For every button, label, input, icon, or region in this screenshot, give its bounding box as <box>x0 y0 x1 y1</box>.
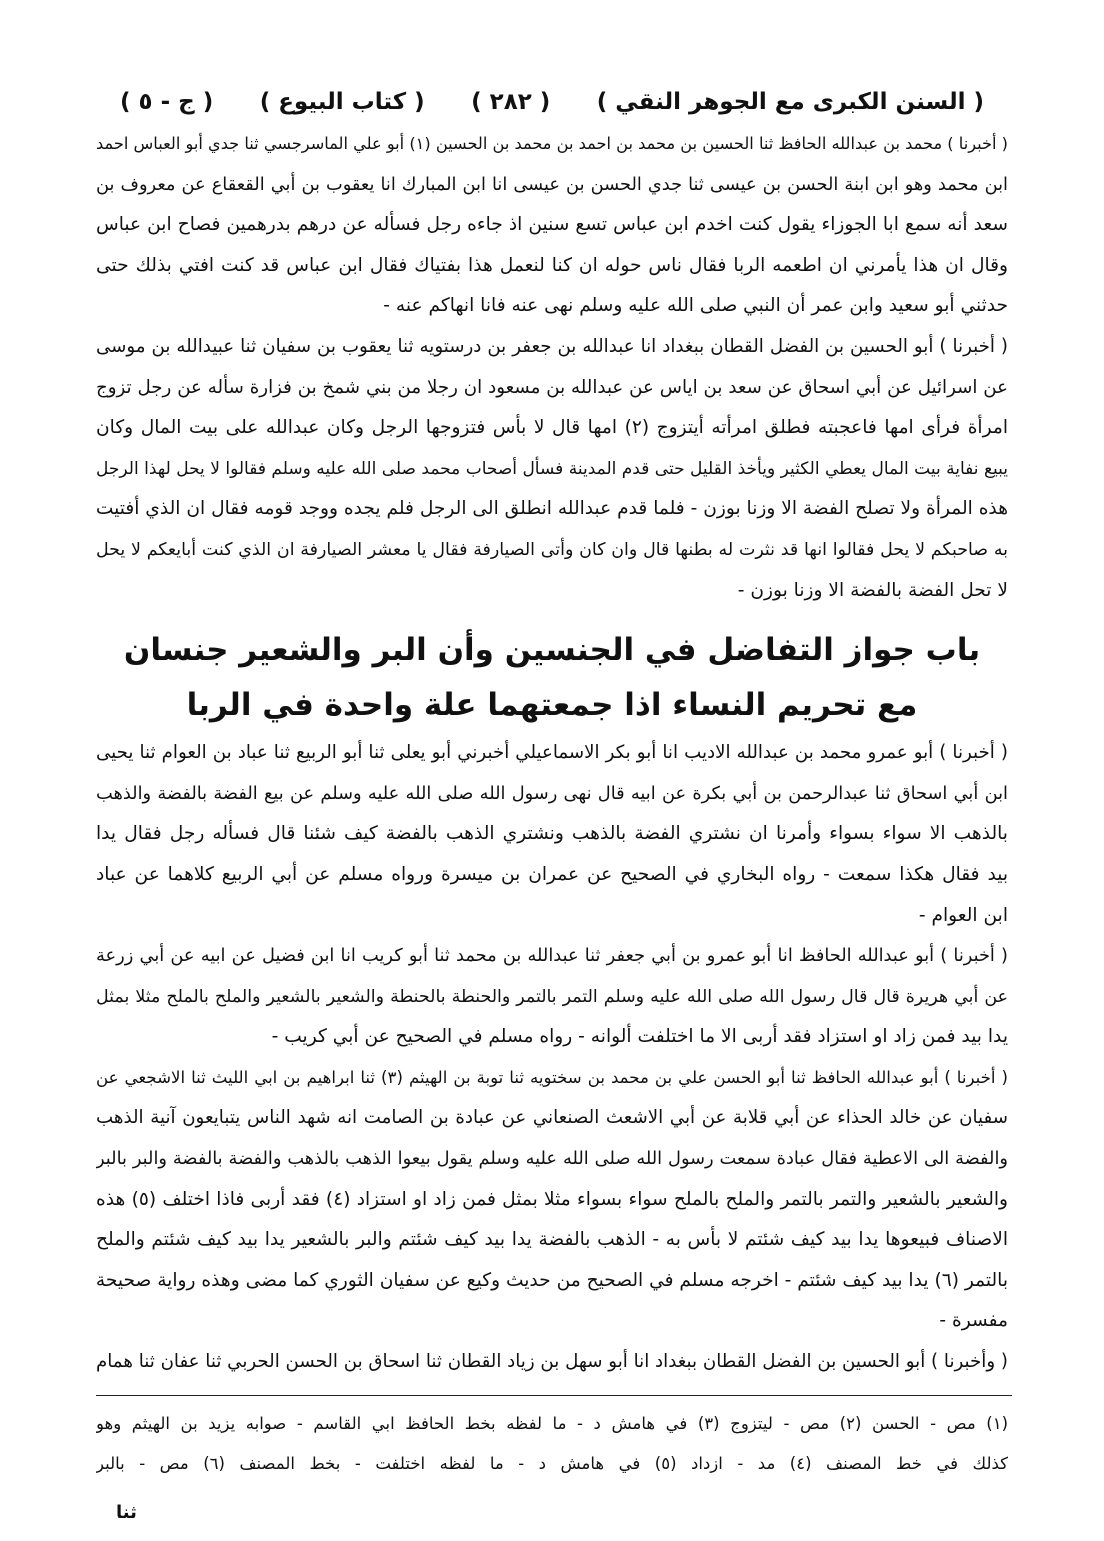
chapter-heading-line-1: باب جواز التفاضل في الجنسين وأن البر والشعير جنسان <box>123 632 981 669</box>
running-header <box>120 82 984 122</box>
text-line: حدثني أبو سعيد وابن عمر أن النبي صلى الله عليه وسلم نهى عنه فانا انهاكم عنه - <box>383 295 1008 317</box>
text-line: بيد فقال هكذا سمعت - رواه البخاري في الصحيح عن عمران بن ميسرة ورواه مسلم عن أبي الربيع كلاهما عن عباد <box>96 863 1008 885</box>
text-line: يدا بيد فمن زاد او استزاد فقد أربى الا ما اختلفت ألوانه - رواه مسلم في الصحيح عن أبي كريب - <box>271 1026 1008 1048</box>
footnotes <box>96 1404 1008 1484</box>
text-line: بالذهب الا سواء بسواء وأمرنا ان نشتري الفضة بالذهب ونشتري الذهب بالفضة كيف شئنا قال فسأله رجل فقال يدا <box>96 823 1008 845</box>
text-line: لا تحل الفضة بالفضة الا وزنا بوزن - <box>737 579 1008 601</box>
section-title: ( كتاب البيوع ) <box>259 89 425 115</box>
text-line: ( وأخبرنا ) أبو الحسين بن الفضل القطان ببغداد انا أبو سهل بن زياد القطان ثنا اسحاق بن الحسن الحربي ثنا عفان ثنا همام <box>96 1351 1008 1373</box>
text-line: سعد أنه سمع ابا الجوزاء يقول كنت اخدم ابن عباس تسع سنين اذ جاءه رجل فسأله عن درهم بدرهمين فصاح ابن عباس <box>96 214 1008 236</box>
text-line: يبيع نفاية بيت المال يعطي الكثير ويأخذ القليل حتى قدم المدينة فسأل أصحاب محمد صلى الله عليه وسلم فقالوا لا يحل لهذا الرجل <box>96 458 1008 479</box>
catchword: ثنا <box>116 1502 137 1523</box>
text-line: ابن أبي اسحاق ثنا عبدالرحمن بن أبي بكرة عن ابيه قال نهى رسول الله صلى الله عليه وسلم عن بيع الفضة بالفضة والذهب <box>96 782 1008 804</box>
text-line: عن أبي هريرة قال قال رسول الله صلى الله عليه وسلم التمر بالتمر والحنطة بالحنطة والشعير بالشعير والملح بالملح مثلا بمثل <box>96 986 1008 1007</box>
text-line: سفيان عن خالد الحذاء عن أبي قلابة عن أبي الاشعث الصنعاني عن عبادة بن الصامت انه شهد الناس يتبايعون آنية الذهب <box>96 1107 1008 1129</box>
chapter-heading-line-2: مع تحريم النساء اذا جمعتهما علة واحدة في الربا <box>186 687 918 724</box>
text-line: ( أخبرنا ) محمد بن عبدالله الحافظ ثنا الحسين بن محمد بن احمد بن محمد بن الحسين (١) أبو علي الماسرجسي ثنا جدي أبو العباس احمد <box>96 134 1008 153</box>
text-line: الاصناف فبيعوها يدا بيد كيف شئتم لا بأس به - الذهب بالفضة يدا بيد كيف شئتم والبر بالشعير يدا بيد كيف شئتم والملح <box>96 1229 1008 1251</box>
book-title: ( السنن الكبرى مع الجوهر النقي ) <box>596 89 984 115</box>
text-line: ( أخبرنا ) أبو عمرو محمد بن عبدالله الاديب انا أبو بكر الاسماعيلي أخبرني أبو يعلى ثنا أبو الربيع ثنا عباد بن العوام ثنا يحيى <box>96 742 1008 764</box>
main-text <box>96 124 1008 1383</box>
text-line: به صاحبكم لا يحل فقالوا انها قد نثرت له بطنها قال وان كان وأتى الصيارفة فقال يا معشر الصيارفة ان الذي كنت أبايعكم لا يحل <box>96 539 1008 560</box>
text-line: عن اسرائيل عن أبي اسحاق عن سعد بن اياس عن عبدالله بن مسعود ان رجلا من بني شمخ بن فزارة سأله عن رجل تزوج <box>96 376 1008 398</box>
page-number: ( ٢٨٢ ) <box>471 89 551 115</box>
text-line: وقال ان هذا يأمرني ان اطعمه الربا فقال ناس حوله ان كنا لنعمل هذا بفتياك فقال ابن عباس قد كنت افتي بذلك حتى <box>96 254 1008 276</box>
text-line: ( أخبرنا ) أبو عبدالله الحافظ ثنا أبو الحسن علي بن محمد بن سختويه ثنا توبة بن الهيثم (٣) ثنا ابراهيم بن ابي الليث ثنا الاشجعي عن <box>96 1067 1008 1087</box>
text-line: ( أخبرنا ) أبو عبدالله الحافظ انا أبو عمرو بن أبي جعفر ثنا عبدالله بن محمد ثنا أبو كريب انا ابن فضيل عن ابيه عن أبي زرعة <box>96 945 1008 967</box>
text-line: بالتمر (٦) يدا بيد كيف شئتم - اخرجه مسلم في الصحيح من حديث وكيع عن سفيان الثوري كما مضى وهذه رواية صحيحة <box>96 1269 1008 1291</box>
footnote-line: كذلك في خط المصنف (٤) مد - ازداد (٥) في هامش د - ما لفظه اختلفت - بخط المصنف (٦) مص - بالبر <box>96 1454 1008 1473</box>
text-line: ابن محمد وهو ابن ابنة الحسن بن عيسى ثنا جدي الحسن بن عيسى انا ابن المبارك انا يعقوب بن أبي القعقاع عن معروف بن <box>96 173 1008 195</box>
text-line: والشعير بالشعير والتمر بالتمر والملح بالملح سواء بسواء مثلا بمثل فمن زاد او استزاد (٤) فقد أربى فاذا اختلف (٥) هذه <box>96 1188 1008 1210</box>
footnote-line: (١) مص - الحسن (٢) مص - ليتزوج (٣) في هامش د - ما لفظه بخط الحافظ ابي القاسم - صوابه يزيد بن الهيثم وهو <box>96 1414 1008 1433</box>
text-line: امرأة فرأى امها فاعجبته فطلق امرأته أيتزوج (٢) امها قال لا بأس فتزوجها الرجل وكان عبدالله على بيت المال وكان <box>96 417 1008 439</box>
volume-number: ( ج - ٥ ) <box>120 89 214 115</box>
text-line: ابن العوام - <box>918 904 1008 926</box>
text-line: هذه المرأة ولا تصلح الفضة الا وزنا بوزن - فلما قدم عبدالله انطلق الى الرجل فلم يجده ووجد قومه فقال ان الذي أفتيت <box>96 498 1008 520</box>
footnote-divider <box>96 1395 1012 1396</box>
text-line: مفسرة - <box>939 1310 1008 1332</box>
text-line: ( أخبرنا ) أبو الحسين بن الفضل القطان ببغداد انا عبدالله بن جعفر بن درستويه ثنا يعقوب بن سفيان ثنا عبيدالله بن موسى <box>96 335 1008 357</box>
text-line: والفضة الى الاعطية فقال عبادة سمعت رسول الله صلى الله عليه وسلم يقول بيعوا الذهب بالذهب والفضة بالفضة والبر بالبر <box>96 1148 1008 1170</box>
